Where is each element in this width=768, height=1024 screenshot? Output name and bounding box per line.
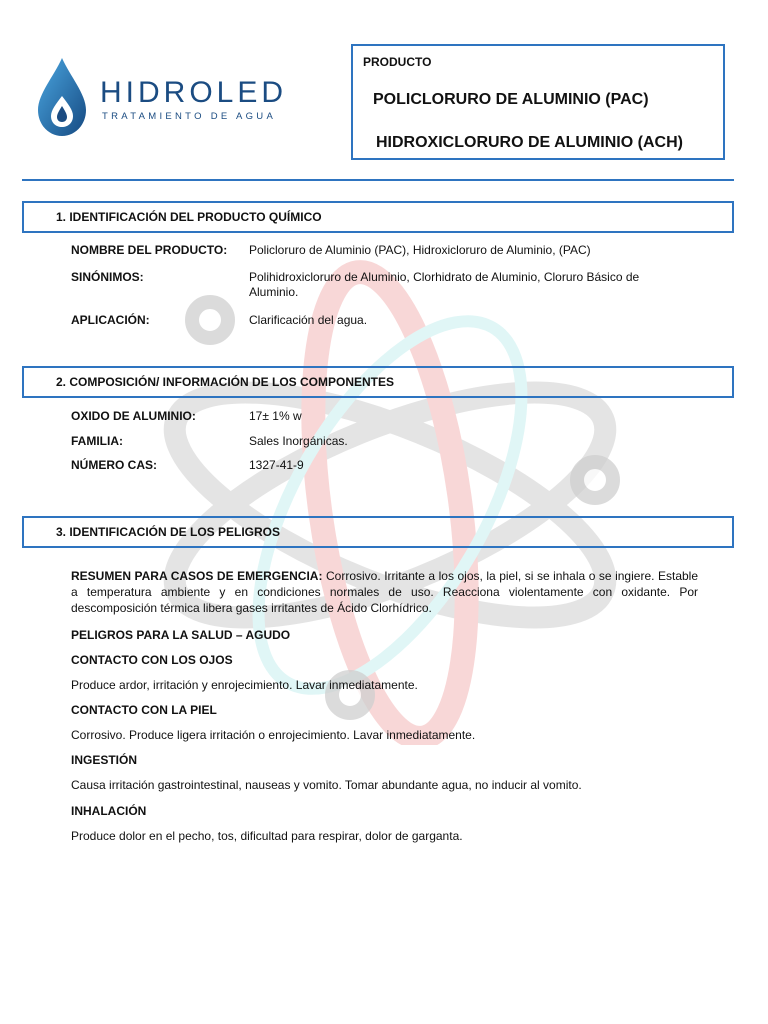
product-label: PRODUCTO (363, 55, 432, 69)
emergency-label: RESUMEN PARA CASOS DE EMERGENCIA: (71, 569, 323, 583)
hazard-heading-inhalation: INHALACIÓN (71, 804, 147, 818)
row-value: 17± 1% w (249, 409, 302, 423)
hazard-text-eyes: Produce ardor, irritación y enrojecimiento. Lavar inmediatamente. (71, 678, 418, 692)
logo-name: HIDROLED (100, 76, 288, 109)
row-value: Policloruro de Aluminio (PAC), Hidroxicloruro de Aluminio, (PAC) (249, 243, 591, 257)
emergency-summary (71, 568, 698, 616)
row-label: APLICACIÓN: (71, 313, 150, 327)
logo-tagline: TRATAMIENTO DE AGUA (102, 111, 277, 122)
hazard-heading-eyes: CONTACTO CON LOS OJOS (71, 653, 233, 667)
row-value: 1327-41-9 (249, 458, 304, 472)
water-drop-icon (34, 56, 90, 138)
hazard-text-ingestion: Causa irritación gastrointestinal, nauseas y vomito. Tomar abundante agua, no inducir al vomito. (71, 778, 582, 792)
product-name-pac: POLICLORURO DE ALUMINIO (PAC) (373, 91, 649, 108)
hidroled-logo (20, 50, 325, 145)
section-3-header: 3. IDENTIFICACIÓN DE LOS PELIGROS (22, 516, 734, 548)
section-1-header: 1. IDENTIFICACIÓN DEL PRODUCTO QUÍMICO (22, 201, 734, 233)
emergency-text: Corrosivo. Irritante a los ojos, la piel, si se inhala o se ingiere. Estable a temperatura ambiente y en condiciones normales de uso. Reacciona violentamente con oxidante. Por descomposición térmica libera gases irritantes de Ácido Clorhídrico. (71, 569, 699, 615)
row-label: NÚMERO CAS: (71, 458, 157, 472)
row-label: NOMBRE DEL PRODUCTO: (71, 243, 228, 257)
product-box (351, 44, 725, 160)
row-value: Sales Inorgánicas. (249, 434, 348, 448)
row-label: OXIDO DE ALUMINIO: (71, 409, 196, 423)
product-name-ach: HIDROXICLORURO DE ALUMINIO (ACH) (376, 134, 683, 151)
hazard-heading-ingestion: INGESTIÓN (71, 753, 138, 767)
header-divider (22, 179, 734, 181)
health-heading: PELIGROS PARA LA SALUD – AGUDO (71, 628, 291, 642)
hazard-text-inhalation: Produce dolor en el pecho, tos, dificultad para respirar, dolor de garganta. (71, 829, 463, 843)
row-value: Clarificación del agua. (249, 313, 368, 327)
row-label: FAMILIA: (71, 434, 123, 448)
section-2-header: 2. COMPOSICIÓN/ INFORMACIÓN DE LOS COMPONENTES (22, 366, 734, 398)
row-value: Polihidroxicloruro de Aluminio, Clorhidrato de Aluminio, Cloruro Básico de Aluminio. (249, 270, 640, 299)
hazard-text-skin: Corrosivo. Produce ligera irritación o enrojecimiento. Lavar inmediatamente. (71, 728, 476, 742)
row-label: SINÓNIMOS: (71, 270, 144, 284)
hazard-heading-skin: CONTACTO CON LA PIEL (71, 703, 217, 717)
